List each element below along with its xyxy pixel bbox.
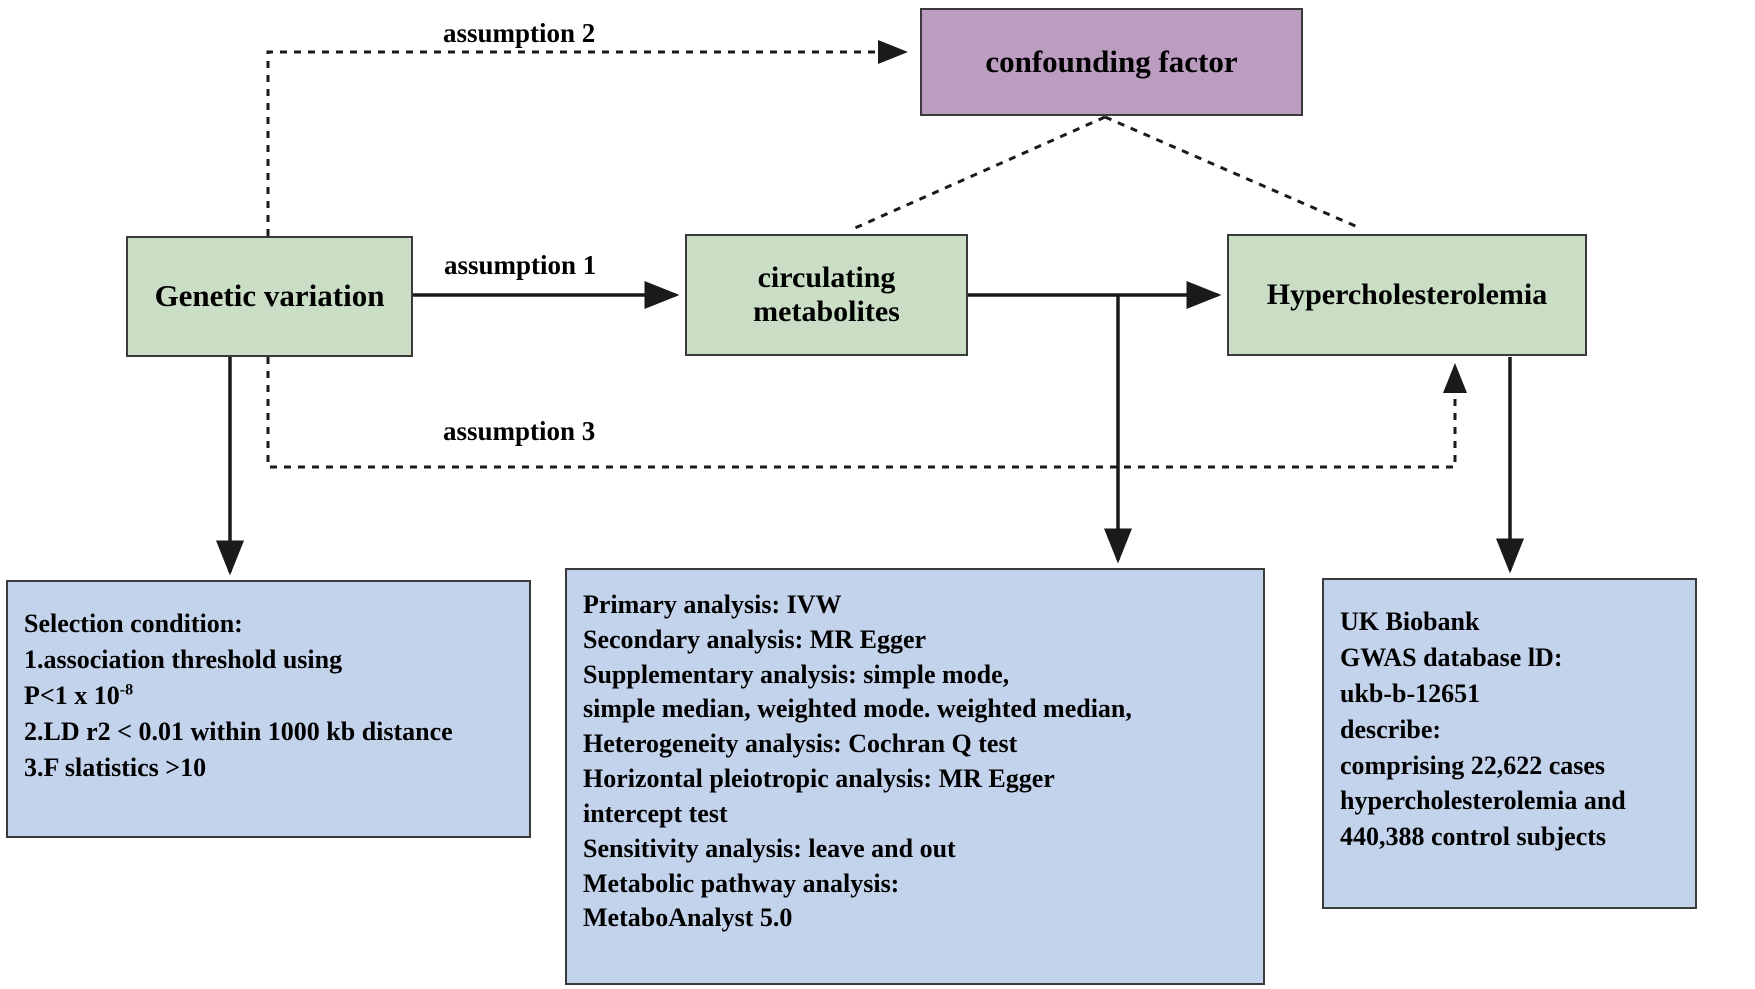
- panel-analysis-line-2: Secondary analysis: MR Egger: [583, 624, 927, 654]
- node-confounding-factor: [920, 8, 1303, 116]
- panel-biobank-line-5: comprising 22,622 cases: [1340, 750, 1606, 780]
- panel-selection-line-1: 1.association threshold using: [24, 644, 343, 674]
- edge-label-assumption-1: assumption 1: [444, 250, 597, 280]
- panel-analysis-line-5: Heterogeneity analysis: Cochran Q test: [583, 729, 1018, 759]
- panel-analysis-line-6: Horizontal pleiotropic analysis: MR Egger: [583, 764, 1055, 794]
- panel-uk-biobank: [1322, 578, 1697, 909]
- panel-analysis-line-4: simple median, weighted mode. weighted median,: [583, 694, 1132, 724]
- edge-label-assumption-3: assumption 3: [443, 416, 596, 446]
- panel-biobank-line-7: 440,388 control subjects: [1340, 822, 1607, 852]
- panel-analysis-line-10: MetaboAnalyst 5.0: [583, 903, 793, 933]
- node-genetic-variation-label: Genetic variation: [154, 278, 385, 314]
- edge-confounding-hypercholesterolemia: [1105, 117, 1360, 228]
- panel-analysis-line-8: Sensitivity analysis: leave and out: [583, 833, 956, 863]
- edge-confounding-metabolites: [855, 117, 1105, 228]
- edge-assumption3: [268, 357, 1455, 467]
- panel-analysis-line-7: intercept test: [583, 798, 728, 828]
- panel-biobank-line-3: ukb-b-12651: [1340, 678, 1481, 708]
- edge-label-assumption-2: assumption 2: [443, 18, 596, 48]
- panel-biobank-line-2: GWAS database lD:: [1340, 642, 1563, 672]
- panel-analysis-line-1: Primary analysis: IVW: [583, 590, 842, 619]
- panel-biobank-line-4: describe:: [1340, 714, 1442, 744]
- panel-biobank-line-6: hypercholesterolemia and: [1340, 786, 1626, 816]
- node-circulating-metabolites-label: circulating metabolites: [753, 261, 900, 328]
- node-genetic-variation: [126, 236, 413, 357]
- node-hypercholesterolemia: [1227, 234, 1587, 356]
- panel-selection-line-4: 3.F slatistics >10: [24, 752, 207, 782]
- panel-selection-line-2: [24, 678, 515, 714]
- panel-selection-line-3: 2.LD r2 < 0.01 within 1000 kb distance: [24, 716, 453, 746]
- panel-selection-threshold: P<1 x 10: [24, 680, 120, 710]
- panel-selection-title: Selection condition:: [24, 609, 243, 638]
- panel-analysis-methods: [565, 568, 1265, 985]
- edge-assumption2: [268, 52, 905, 236]
- panel-analysis-line-9: Metabolic pathway analysis:: [583, 868, 900, 898]
- node-circulating-metabolites: [685, 234, 968, 356]
- panel-biobank-line-1: UK Biobank: [1340, 607, 1480, 636]
- panel-selection-condition: [6, 580, 531, 838]
- node-hypercholesterolemia-label: Hypercholesterolemia: [1266, 278, 1548, 312]
- node-confounding-factor-label: confounding factor: [985, 43, 1238, 79]
- panel-analysis-line-3: Supplementary analysis: simple mode,: [583, 659, 1010, 689]
- panel-selection-exponent: -8: [119, 681, 134, 699]
